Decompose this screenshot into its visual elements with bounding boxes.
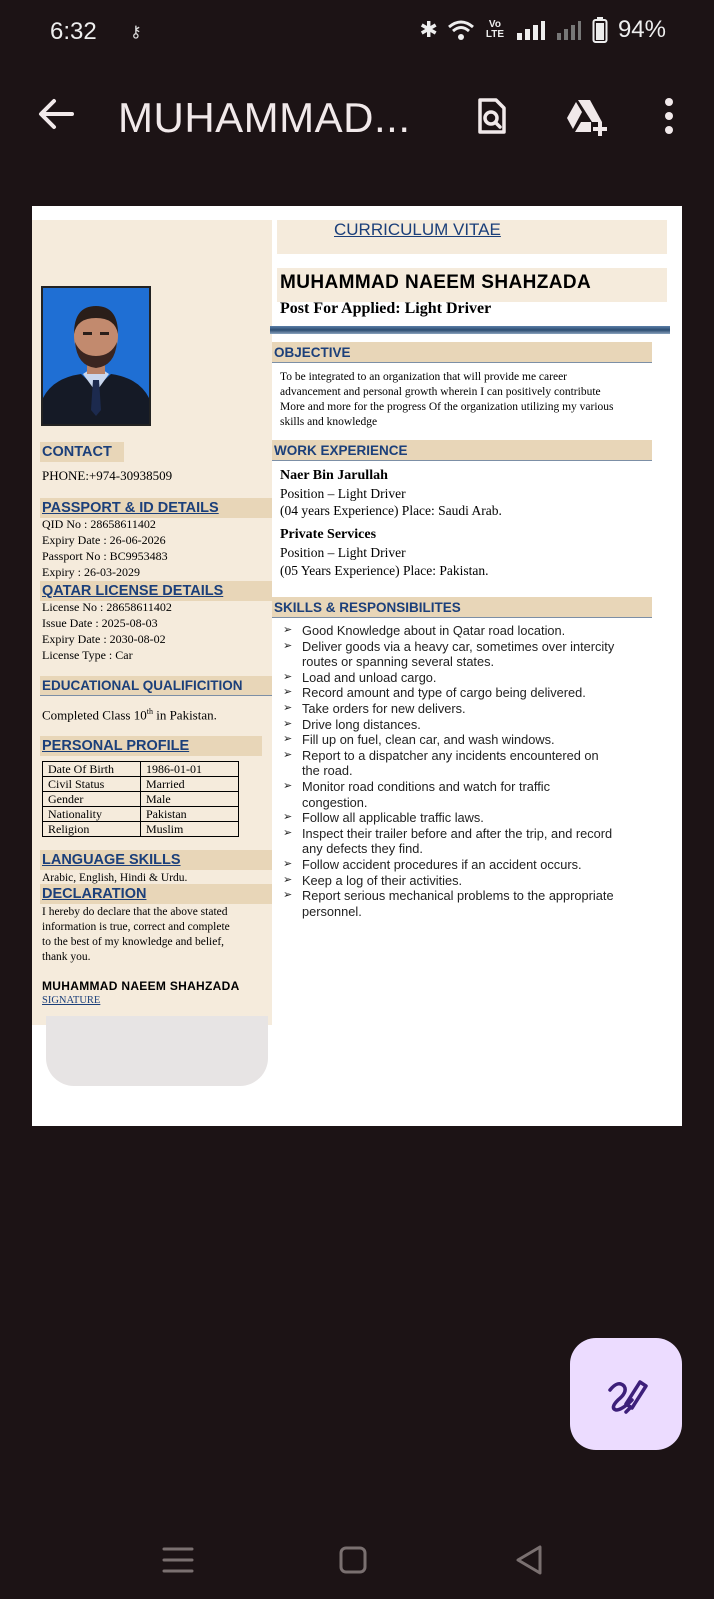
passport-line: Passport No : BC9953483 [42,549,168,563]
skill-item [280,810,665,826]
skill-item [280,670,665,686]
add-to-drive-icon[interactable] [564,96,610,136]
personal-profile-table [42,761,239,837]
declaration-line: information is true, correct and complete [42,921,230,933]
wifi-icon [448,19,474,41]
header-rule [270,326,670,334]
skill-item [280,826,665,857]
skill-text: routes or spanning several states. [302,654,495,670]
cv-heading: CURRICULUM VITAE [334,220,501,239]
profile-photo [41,286,151,426]
objective-heading: OBJECTIVE [272,342,652,363]
skill-text: ➢ Load and unload cargo. [302,669,437,685]
objective-line: More and more for the progress Of the organization utilizing my various [280,401,614,413]
candidate-name: MUHAMMAD NAEEM SHAHZADA [280,272,592,293]
pen-scribble-icon [570,1338,682,1450]
license-line: Expiry Date : 2030-08-02 [42,632,166,646]
objective-line: advancement and personal growth wherein I can positively contribute [280,386,601,398]
skill-item [280,857,665,873]
declaration-line: I hereby do declare that the above stated [42,906,228,918]
skill-text: ➢ Report to a dispatcher any incidents encountered on [302,747,599,763]
skill-item [280,685,665,701]
education-heading: EDUCATIONAL QUALIFICITION [40,676,272,696]
passport-line: Expiry Date : 26-06-2026 [42,533,166,547]
skill-text: ➢ Drive long distances. [302,716,421,732]
work-company: Private Services [280,527,377,542]
skill-text: the road. [302,763,353,779]
battery-level: 94% [617,16,666,43]
skill-text: ➢ Follow accident procedures if an accident occurs. [302,856,582,872]
skills-list [280,623,665,919]
skill-item [280,717,665,733]
volte-indicator: Vo LTE [485,19,505,40]
skills-heading: SKILLS & RESPONSIBILITES [272,597,652,618]
education-text: Completed Class 10th in Pakistan. [42,707,217,723]
table-row: Date Of Birth 1986-01-01 [43,762,239,777]
battery-icon [592,17,608,43]
work-experience-heading: WORK EXPERIENCE [272,440,652,461]
skill-text: ➢ Take orders for new delivers. [302,700,466,716]
back-nav-icon[interactable] [510,1540,550,1580]
skill-text: ➢ Monitor road conditions and watch for traffic [302,778,551,794]
skill-text: any defects they find. [302,841,423,857]
table-row: Nationality Pakistan [43,807,239,822]
vpn-key-icon: ⚷ [130,24,142,41]
status-bar [0,0,714,64]
passport-line: QID No : 28658611402 [42,517,156,531]
skill-item [280,873,665,889]
status-icons [420,16,666,44]
work-detail: (05 Years Experience) Place: Pakistan. [280,563,489,578]
skill-text: ➢ Follow all applicable traffic laws. [302,810,484,826]
skill-text: ➢ Deliver goods via a heavy car, sometimes over intercity [302,638,615,654]
work-detail: (04 years Experience) Place: Saudi Arab. [280,503,502,518]
work-position: Position – Light Driver [280,486,406,501]
recent-apps-icon[interactable] [158,1540,198,1580]
declaration-heading: DECLARATION [40,884,272,904]
status-time: 6:32 [50,18,97,45]
passport-heading: PASSPORT & ID DETAILS [40,498,272,518]
post-applied: Post For Applied: Light Driver [280,300,492,317]
portrait-image [43,288,149,424]
app-bar [0,76,714,166]
table-row: Religion Muslim [43,822,239,837]
document-page[interactable] [32,206,682,1126]
license-line: License No : 28658611402 [42,600,172,614]
signal-2-icon [556,19,582,41]
skill-item [280,623,665,639]
skill-text: ➢ Record amount and type of cargo being delivered. [302,685,586,701]
document-title: MUHAMMAD... [118,94,411,141]
language-heading: LANGUAGE SKILLS [40,850,272,870]
contact-heading: CONTACT [40,442,124,462]
objective-line: skills and knowledge [280,416,378,428]
work-company: Naer Bin Jarullah [280,468,388,483]
license-heading: QATAR LICENSE DETAILS [40,581,272,601]
skill-text: ➢ Inspect their trailer before and after the trip, and record [302,825,613,841]
objective-line: To be integrated to an organization that will provide me career [280,371,568,383]
work-position: Position – Light Driver [280,545,406,560]
signature-name: MUHAMMAD NAEEM SHAHZADA [42,979,240,993]
skill-text: ➢ Report serious mechanical problems to the appropriate [302,888,614,904]
declaration-line: to the best of my knowledge and belief, [42,936,225,948]
bluetooth-icon: ✱ [419,17,438,42]
skill-item [280,732,665,748]
declaration-line: thank you. [42,951,91,963]
signature-label: SIGNATURE [42,995,101,1006]
table-row: Gender Male [43,792,239,807]
skill-text: ➢ Fill up on fuel, clean car, and wash windows. [302,732,555,748]
languages-text: Arabic, English, Hindi & Urdu. [42,872,188,884]
license-line: License Type : Car [42,648,133,662]
skill-item [280,639,665,670]
skill-item [280,888,665,919]
phone-number: PHONE:+974-30938509 [42,468,173,483]
skill-text: ➢ Keep a log of their activities. [302,872,463,888]
skill-item [280,779,665,810]
annotate-button[interactable] [570,1338,682,1450]
more-options-icon[interactable] [654,96,684,136]
license-line: Issue Date : 2025-08-03 [42,616,158,630]
back-arrow-icon[interactable] [36,94,76,134]
passport-line: Expiry : 26-03-2029 [42,565,140,579]
skill-item [280,748,665,779]
left-column-shadow [46,1016,268,1086]
skill-text: congestion. [302,794,368,810]
find-in-page-icon[interactable] [472,96,512,136]
table-row: Civil Status Married [43,777,239,792]
home-icon[interactable] [333,1540,373,1580]
skill-item [280,701,665,717]
personal-profile-heading: PERSONAL PROFILE [40,736,262,756]
skill-text: ➢ Good Knowledge about in Qatar road location. [302,623,566,638]
signal-icon [516,19,546,41]
skill-text: personnel. [302,903,362,919]
